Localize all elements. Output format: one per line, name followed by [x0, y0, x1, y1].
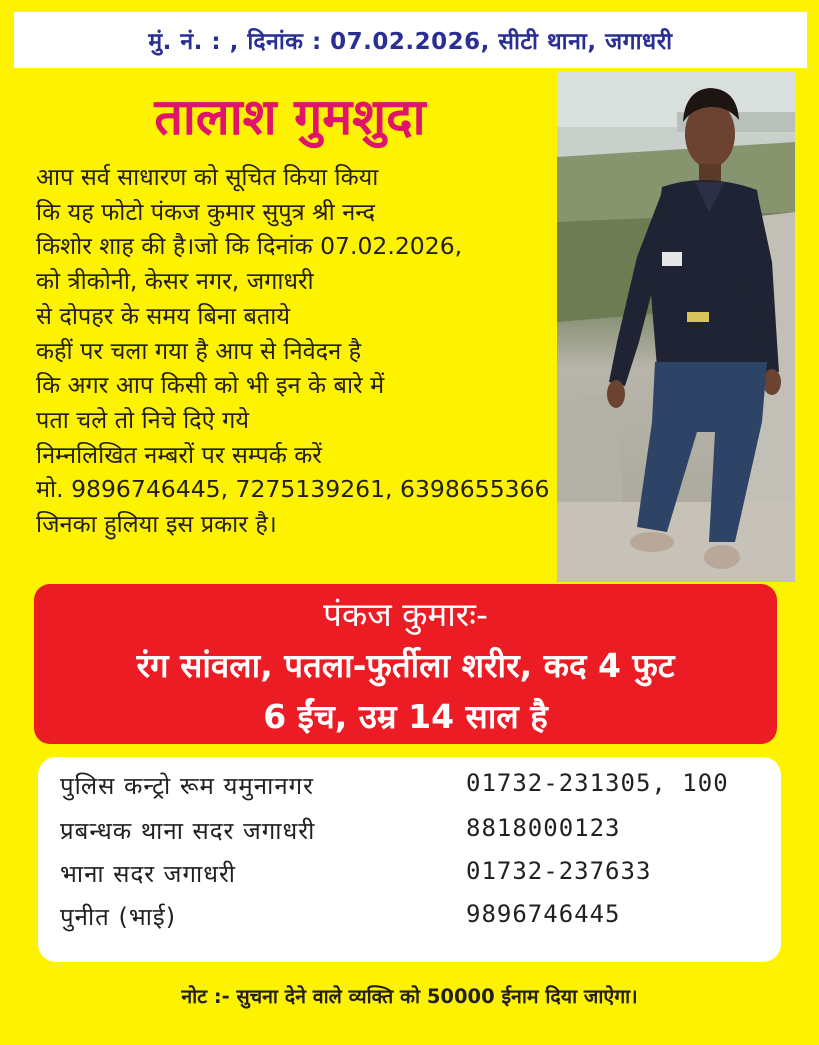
notice-line: कि यह फोटो पंकज कुमार सुपुत्र श्री नन्द: [36, 197, 376, 226]
poster-title: तालाश गुमशुदा: [154, 88, 426, 146]
contact-phone: 01732-237633: [466, 857, 652, 885]
contact-phone: 8818000123: [466, 814, 621, 842]
notice-line: किशोर शाह की है।जो कि दिनांक 07.02.2026,: [36, 232, 463, 261]
notice-line: कि अगर आप किसी को भी इन के बारे में: [36, 371, 385, 400]
notice-line: को त्रीकोनी, केसर नगर, जगाधरी: [36, 267, 314, 296]
notice-line: निम्नलिखित नम्बरों पर सम्पर्क करें: [36, 440, 322, 469]
reward-note: नोट :- सुचना देने वाले व्यक्ति को 50000 ईनाम दिया जाऐगा।: [181, 985, 638, 1008]
contact-row: [38, 769, 781, 809]
description-appearance: रंग सांवला, पतला-फुर्तीला शरीर, कद 4 फुट: [136, 646, 675, 685]
case-header-text: मुं. नं. : , दिनांक : 07.02.2026, सीटी थाना, जगाधरी: [148, 29, 673, 55]
notice-line: जिनका हुलिया इस प्रकार है।: [36, 510, 277, 539]
contact-name: प्रबन्धक थाना सदर जगाधरी: [60, 817, 316, 845]
contact-row: [38, 857, 781, 897]
notice-line: कहीं पर चला गया है आप से निवेदन है: [36, 336, 362, 365]
contact-row: [38, 900, 781, 940]
missing-person-photo: [557, 72, 795, 582]
contact-name: पुनीत (भाई): [60, 903, 177, 931]
case-header-strip: [14, 12, 807, 68]
contact-list: [38, 757, 781, 962]
description-box: [34, 584, 777, 744]
notice-phone-line: मो. 9896746445, 7275139261, 6398655366: [36, 475, 550, 504]
notice-line: से दोपहर के समय बिना बताये: [36, 301, 291, 330]
contact-phone: 9896746445: [466, 900, 621, 928]
contact-name: भाना सदर जगाधरी: [60, 860, 236, 888]
contact-phone: 01732-231305, 100: [466, 769, 729, 797]
contact-name: पुलिस कन्ट्रो रूम यमुनानगर: [60, 772, 314, 800]
notice-line: आप सर्व साधारण को सूचित किया किया: [36, 163, 379, 191]
description-name: पंकज कुमारः-: [323, 595, 488, 634]
notice-line: पता चले तो निचे दिऐ गये: [36, 405, 249, 434]
description-age: 6 ईंच, उम्र 14 साल है: [263, 697, 548, 736]
notice-body: [36, 160, 564, 542]
contact-row: [38, 814, 781, 854]
